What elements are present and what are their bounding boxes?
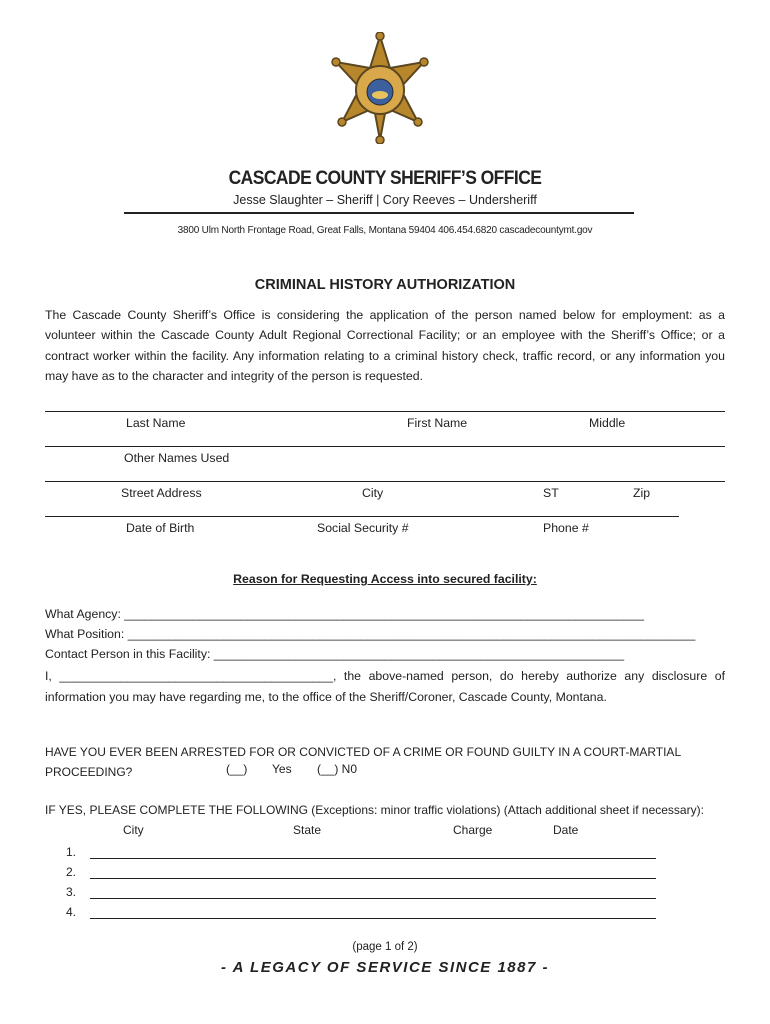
phone-label: Phone # bbox=[543, 521, 589, 535]
street-address-label: Street Address bbox=[121, 486, 202, 500]
arrest-question-line1: HAVE YOU EVER BEEN ARRESTED FOR OR CONVICTED OF A CRIME OR FOUND GUILTY IN A COURT-MARTIAL bbox=[45, 745, 682, 759]
name-line[interactable] bbox=[45, 411, 725, 412]
sheriff-badge-logo bbox=[330, 32, 430, 144]
row-number: 2. bbox=[66, 865, 77, 879]
middle-label: Middle bbox=[589, 416, 626, 430]
col-state: State bbox=[293, 823, 322, 837]
yes-checkbox[interactable]: (__) bbox=[226, 762, 248, 776]
other-names-label: Other Names Used bbox=[124, 451, 230, 465]
office-address: 3800 Ulm North Frontage Road, Great Falls, Montana 59404 406.454.6820 cascadecountymt.gov bbox=[177, 225, 593, 236]
contact-person-field[interactable]: Contact Person in this Facility: ____________________________________________________________ bbox=[45, 647, 625, 661]
position-field[interactable]: What Position: ___________________________________________________________________________________ bbox=[45, 627, 696, 641]
row-number: 3. bbox=[66, 885, 77, 899]
officers-line: Jesse Slaughter – Sheriff | Cory Reeves – Undersheriff bbox=[233, 193, 537, 207]
form-title: CRIMINAL HISTORY AUTHORIZATION bbox=[254, 277, 516, 293]
col-charge: Charge bbox=[453, 823, 493, 837]
other-names-line[interactable] bbox=[45, 446, 725, 447]
ssn-label: Social Security # bbox=[317, 521, 409, 535]
col-city: City bbox=[123, 823, 144, 837]
state-label: ST bbox=[543, 486, 559, 500]
motto: - A LEGACY OF SERVICE SINCE 1887 - bbox=[220, 959, 549, 976]
arrest-question bbox=[45, 742, 725, 782]
offense-row-2[interactable] bbox=[90, 878, 656, 879]
reason-heading: Reason for Requesting Access into secured facility: bbox=[233, 572, 537, 586]
offense-row-1[interactable] bbox=[90, 858, 656, 859]
no-checkbox[interactable]: (__) N0 bbox=[317, 762, 358, 776]
dob-label: Date of Birth bbox=[126, 521, 195, 535]
offense-row-4[interactable] bbox=[90, 918, 656, 919]
city-label: City bbox=[362, 486, 384, 500]
page-number: (page 1 of 2) bbox=[352, 941, 418, 953]
arrest-question-line2: PROCEEDING? bbox=[45, 765, 133, 779]
zip-label: Zip bbox=[633, 486, 651, 500]
dob-ssn-phone-line[interactable] bbox=[45, 516, 679, 517]
org-name: CASCADE COUNTY SHERIFF’S OFFICE bbox=[228, 168, 542, 189]
if-yes-instructions: IF YES, PLEASE COMPLETE THE FOLLOWING (Exceptions: minor traffic violations) (Attach additional sheet if necessary): bbox=[45, 803, 704, 817]
star-badge bbox=[332, 32, 428, 144]
last-name-label: Last Name bbox=[126, 416, 186, 430]
authorization-statement: I, ________________________________________, the above-named person, do hereby authorize any disclosure of information you may have regarding me, to the office of the Sheriff/Coroner, Cascade County, Montana. bbox=[45, 669, 725, 704]
intro-paragraph: The Cascade County Sheriff’s Office is considering the application of the person named below for employment: as a volunteer within the Cascade County Adult Regional Correctional Facility; or an employee with the Sheriff’s Office; or a contract worker within the facility. Any information relating to a criminal history check, traffic record, or any information you may have as to the character and integrity of the person is requested. bbox=[45, 308, 725, 383]
col-date: Date bbox=[553, 823, 579, 837]
address-line[interactable] bbox=[45, 481, 725, 482]
row-number: 1. bbox=[66, 845, 77, 859]
yes-label: Yes bbox=[272, 762, 292, 776]
offense-row-3[interactable] bbox=[90, 898, 656, 899]
row-number: 4. bbox=[66, 905, 77, 919]
header-divider bbox=[124, 212, 634, 214]
first-name-label: First Name bbox=[407, 416, 468, 430]
agency-field[interactable]: What Agency: ____________________________________________________________________________ bbox=[45, 607, 645, 621]
